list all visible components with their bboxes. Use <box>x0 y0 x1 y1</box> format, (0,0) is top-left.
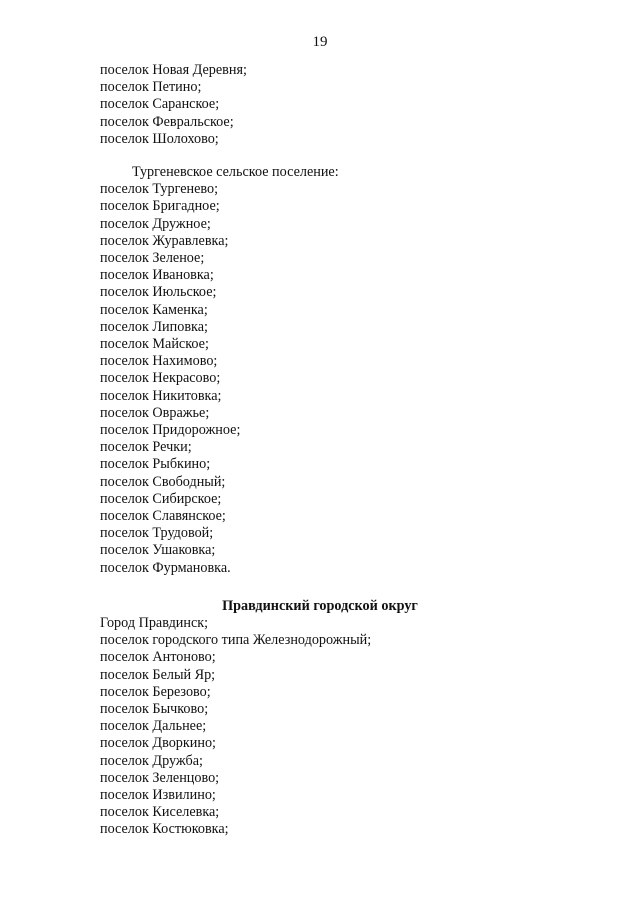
list-item: поселок Дальнее; <box>100 718 207 735</box>
list-item: поселок Новая Деревня; <box>100 62 247 78</box>
page-number: 19 <box>312 34 328 50</box>
list-item: поселок Фурмановка. <box>100 559 231 576</box>
list-item: поселок Дружное; <box>100 215 211 232</box>
list-item: поселок Извилино; <box>100 787 216 804</box>
list-item: поселок Зеленцово; <box>100 769 220 786</box>
list-item: поселок Саранское; <box>100 96 220 113</box>
list-item: поселок Свободный; <box>100 473 226 490</box>
list-item: поселок Каменка; <box>100 301 208 318</box>
list-item: поселок Рыбкино; <box>100 456 211 473</box>
list-item: поселок Березово; <box>100 683 211 700</box>
list-item: поселок Придорожное; <box>100 422 241 439</box>
list-item: поселок Дружба; <box>100 752 203 769</box>
list-item: поселок Журавлевка; <box>100 232 229 249</box>
list-item: поселок городского типа Железнодорожный; <box>100 632 372 649</box>
list-item: поселок Трудовой; <box>100 525 214 542</box>
list-item: поселок Ушаковка; <box>100 542 216 559</box>
list-item: поселок Бригадное; <box>100 198 220 215</box>
list-item: поселок Февральское; <box>100 113 234 130</box>
list-item: поселок Овражье; <box>100 404 210 421</box>
section-heading: Тургеневское сельское поселение: <box>132 164 339 180</box>
pravdinsky-section-title: Правдинский городской округ <box>222 598 418 614</box>
list-item: поселок Антоново; <box>100 649 216 666</box>
list-item: поселок Дворкино; <box>100 735 217 752</box>
list-item: поселок Липовка; <box>100 318 208 335</box>
list-item: поселок Никитовка; <box>100 387 222 404</box>
list-item: поселок Некрасово; <box>100 370 221 387</box>
list-item: поселок Тургенево; <box>100 181 219 198</box>
list-item: поселок Зеленое; <box>100 250 205 267</box>
list-item: поселок Майское; <box>100 336 209 353</box>
list-item: поселок Ивановка; <box>100 267 214 284</box>
list-item: поселок Шолохово; <box>100 130 219 147</box>
list-item: поселок Июльское; <box>100 284 217 301</box>
settlement-list-top <box>100 62 247 148</box>
list-item: поселок Киселевка; <box>100 804 220 821</box>
list-item: поселок Нахимово; <box>100 353 218 370</box>
list-item: поселок Сибирское; <box>100 490 222 507</box>
turgenevskoe-section <box>100 164 339 577</box>
list-item: поселок Речки; <box>100 439 192 456</box>
list-item: Город Правдинск; <box>100 615 209 631</box>
list-item: поселок Белый Яр; <box>100 666 216 683</box>
pravdinsky-section <box>100 615 371 839</box>
list-item: поселок Бычково; <box>100 701 209 718</box>
list-item: поселок Петино; <box>100 79 202 96</box>
list-item: поселок Славянское; <box>100 508 226 525</box>
list-item: поселок Костюковка; <box>100 821 229 838</box>
